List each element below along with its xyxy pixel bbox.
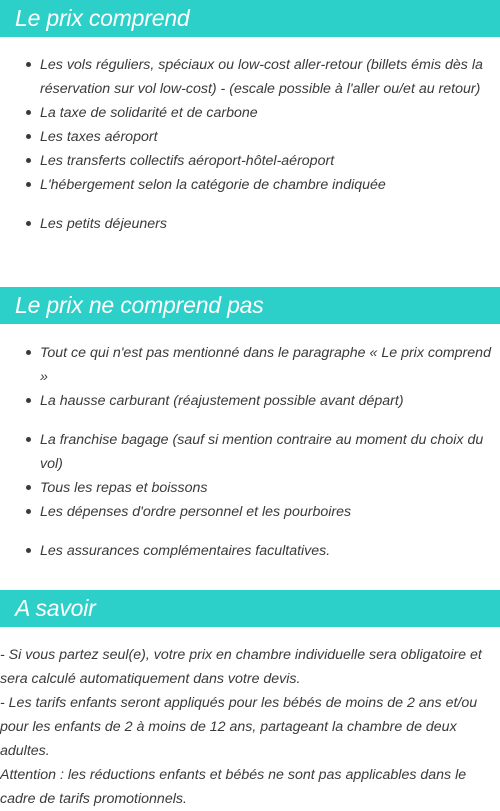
section-header-info — [0, 590, 500, 627]
list-item: Les dépenses d'ordre personnel et les pourboires — [0, 500, 500, 524]
list-item: La franchise bagage (sauf si mention contraire au moment du choix du vol) — [0, 428, 500, 476]
list-item: Tout ce qui n'est pas mentionné dans le paragraphe « Le prix comprend » — [0, 341, 500, 389]
section-header-excluded — [0, 287, 500, 324]
list-item: L'hébergement selon la catégorie de chambre indiquée — [0, 173, 500, 197]
included-list — [0, 53, 500, 236]
section-title-included: Le prix comprend — [15, 5, 190, 31]
section-header-included — [0, 0, 500, 37]
list-item: Les petits déjeuners — [0, 212, 500, 236]
list-item: La taxe de solidarité et de carbone — [0, 101, 500, 125]
list-item: Les assurances complémentaires facultatives. — [0, 539, 500, 563]
info-text — [0, 643, 500, 811]
list-item: Les vols réguliers, spéciaux ou low-cost aller-retour (billets émis dès la réservation sur vol low-cost) - (escale possible à l'aller ou/et au retour) — [0, 53, 500, 101]
list-item: La hausse carburant (réajustement possible avant départ) — [0, 389, 500, 413]
list-item: Les transferts collectifs aéroport-hôtel-aéroport — [0, 149, 500, 173]
info-paragraph: - Les tarifs enfants seront appliqués pour les bébés de moins de 2 ans et/ou pour les enfants de 2 à moins de 12 ans, partageant la chambre de deux adultes. — [0, 695, 478, 759]
section-title-info: A savoir — [15, 595, 96, 621]
excluded-list — [0, 341, 500, 563]
info-paragraph: Attention : les réductions enfants et bébés ne sont pas applicables dans le cadre de tarifs promotionnels. — [0, 767, 467, 807]
info-paragraph: - Si vous partez seul(e), votre prix en chambre individuelle sera obligatoire et sera calculé automatiquement dans votre devis. — [0, 647, 482, 687]
list-item: Tous les repas et boissons — [0, 476, 500, 500]
section-title-excluded: Le prix ne comprend pas — [15, 292, 264, 318]
list-item: Les taxes aéroport — [0, 125, 500, 149]
